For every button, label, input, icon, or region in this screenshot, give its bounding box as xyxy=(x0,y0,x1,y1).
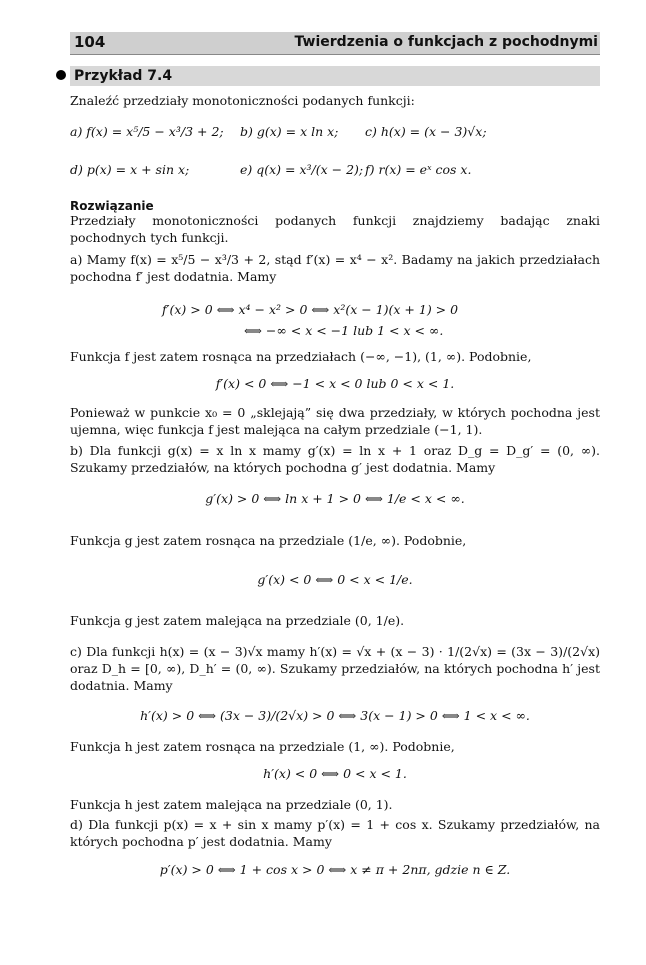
part-c-text: c) Dla funkcji h(x) = (x − 3)√x mamy h′(x) = √x + (x − 3) · 1/(2√x) = (3x − 3)/(2√x) oraz D_h = [0, ∞), D_h′ = (0, ∞). Szukamy przedziałów, na których pochodna h′ jest dodatnia. Mamy xyxy=(70,644,600,693)
part-c-eq2: h′(x) < 0 ⟺ 0 < x < 1. xyxy=(263,766,407,781)
solution-heading: Rozwiązanie xyxy=(70,199,154,213)
task-statement: Znaleźć przedziały monotoniczności podanych funkcji: xyxy=(70,93,415,108)
part-b-text2: Funkcja g jest zatem rosnąca na przedziale (1/e, ∞). Podobnie, xyxy=(70,533,467,548)
part-c-text2: Funkcja h jest zatem rosnąca na przedziale (1, ∞). Podobnie, xyxy=(70,739,455,754)
part-c-eq1: h′(x) > 0 ⟺ (3x − 3)/(2√x) > 0 ⟺ 3(x − 1) > 0 ⟺ 1 < x < ∞. xyxy=(140,708,530,723)
part-b-text3: Funkcja g jest zatem malejąca na przedziale (0, 1/e). xyxy=(70,613,405,628)
part-b-text: b) Dla funkcji g(x) = x ln x mamy g′(x) = ln x + 1 oraz D_g = D_g′ = (0, ∞). Szukamy przedziałów, na których pochodna g′ jest dodatnia. Mamy xyxy=(70,443,600,475)
part-a-text2: Funkcja f jest zatem rosnąca na przedziałach (−∞, −1), (1, ∞). Podobnie, xyxy=(70,349,532,364)
part-c-text3: Funkcja h jest zatem malejąca na przedziale (0, 1). xyxy=(70,797,393,812)
item-d: d) p(x) = x + sin x; xyxy=(70,162,190,177)
item-e: e) q(x) = x³/(x − 2); xyxy=(240,162,364,177)
part-a-eq1: f′(x) > 0 ⟺ x⁴ − x² > 0 ⟺ x²(x − 1)(x + 1) > 0 xyxy=(162,302,459,317)
part-d-eq1: p′(x) > 0 ⟺ 1 + cos x > 0 ⟺ x ≠ π + 2nπ, gdzie n ∈ Z. xyxy=(159,862,511,877)
item-f: f) r(x) = eˣ cos x. xyxy=(365,162,472,177)
running-title: Twierdzenia o funkcjach z pochodnymi xyxy=(294,34,598,50)
part-b-eq1: g′(x) > 0 ⟺ ln x + 1 > 0 ⟺ 1/e < x < ∞. xyxy=(205,491,465,506)
bullet-icon xyxy=(56,70,66,80)
item-a: a) f(x) = x⁵/5 − x³/3 + 2; xyxy=(70,124,224,139)
part-a-text3: Ponieważ w punkcie x₀ = 0 „sklejają” się dwa przedziały, w których pochodna jest ujemna, więc funkcja f jest malejąca na całym przedziale (−1, 1). xyxy=(70,405,600,437)
page-number: 104 xyxy=(74,33,106,51)
solution-intro: Przedziały monotoniczności podanych funkcji znajdziemy badając znaki pochodnych tych funkcji. xyxy=(70,213,600,245)
item-b: b) g(x) = x ln x; xyxy=(240,124,339,139)
example-title: Przykład 7.4 xyxy=(74,68,173,84)
part-a-eq3: f′(x) < 0 ⟺ −1 < x < 0 lub 0 < x < 1. xyxy=(215,376,455,391)
part-a-text: a) Mamy f(x) = x⁵/5 − x³/3 + 2, stąd f′(x) = x⁴ − x². Badamy na jakich przedziałach pochodna f′ jest dodatnia. Mamy xyxy=(70,252,600,284)
item-c: c) h(x) = (x − 3)√x; xyxy=(365,124,487,139)
part-d-text: d) Dla funkcji p(x) = x + sin x mamy p′(x) = 1 + cos x. Szukamy przedziałów, na których pochodna p′ jest dodatnia. Mamy xyxy=(70,817,600,849)
part-a-eq2: ⟺ −∞ < x < −1 lub 1 < x < ∞. xyxy=(244,323,444,338)
part-b-eq2: g′(x) < 0 ⟺ 0 < x < 1/e. xyxy=(257,572,413,587)
